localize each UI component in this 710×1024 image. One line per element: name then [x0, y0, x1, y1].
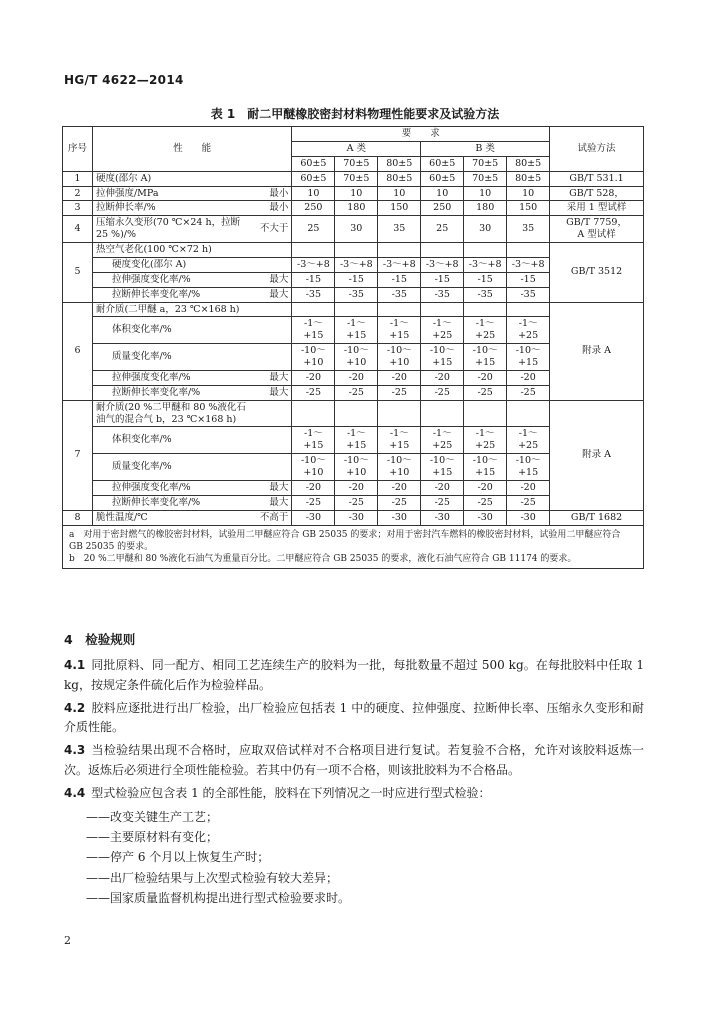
property-text: 硬度变化(邵尔 A) — [111, 258, 187, 270]
value-cell: 35 — [507, 216, 550, 243]
property-cell — [92, 454, 291, 481]
list-item: ——国家质量监督机构提出进行型式检验要求时。 — [86, 891, 351, 906]
empty-cell — [292, 243, 335, 258]
value-cell: -10～+15 — [421, 454, 464, 481]
property-line — [96, 372, 288, 384]
empty-cell — [421, 243, 464, 258]
value-cell: 180 — [335, 201, 378, 216]
row-number: 7 — [63, 400, 93, 510]
value-cell: -3～+8 — [421, 257, 464, 272]
row-number: 4 — [63, 216, 93, 243]
table-footnotes — [63, 525, 644, 568]
value-cell: -15 — [335, 272, 378, 287]
value-cell: 25 — [292, 216, 335, 243]
empty-cell — [464, 243, 507, 258]
property-text: 拉断伸长率/% — [95, 202, 156, 214]
property-label — [96, 188, 159, 200]
property-label — [112, 482, 191, 494]
value-cell: -30 — [464, 510, 507, 525]
clause-number: 4.2 — [64, 700, 86, 715]
value-cell: -10～+10 — [335, 344, 378, 371]
property-text: 质量变化率/% — [111, 351, 172, 363]
value-cell: 150 — [378, 201, 421, 216]
value-cell: -35 — [335, 287, 378, 302]
limit-text: 最小 — [269, 202, 289, 214]
grade-header: 80±5 — [507, 156, 550, 171]
value-cell: -10～+15 — [507, 454, 550, 481]
limit-text: 最大 — [269, 496, 289, 508]
value-cell: -1～+25 — [421, 427, 464, 454]
empty-cell — [507, 243, 550, 258]
method-cell — [550, 201, 644, 216]
grade-header: 70±5 — [464, 156, 507, 171]
value-cell: -25 — [335, 385, 378, 400]
property-label — [112, 259, 186, 271]
property-label — [112, 434, 172, 446]
table-row-group-head — [63, 302, 644, 317]
list-item: ——出厂检验结果与上次型式检验有较大差异； — [86, 870, 339, 885]
property-label — [112, 497, 200, 509]
table-title: 表 1 耐二甲醚橡胶密封材料物理性能要求及试验方法 — [210, 107, 500, 121]
value-cell: -15 — [421, 272, 464, 287]
property-text: 脆性温度/℃ — [95, 511, 148, 523]
property-cell — [92, 272, 291, 287]
value-cell: -1～+25 — [464, 317, 507, 344]
clause-number: 4.4 — [64, 785, 86, 800]
property-line — [96, 188, 288, 200]
spec-table-body — [63, 171, 644, 525]
property-cell — [92, 287, 291, 302]
empty-cell — [464, 302, 507, 317]
value-cell: 30 — [464, 216, 507, 243]
property-line — [96, 434, 288, 446]
property-line — [96, 351, 288, 363]
table-row — [63, 186, 644, 201]
value-cell: -20 — [378, 480, 421, 495]
value-cell: 60±5 — [421, 171, 464, 186]
value-cell: -15 — [292, 272, 335, 287]
value-cell: 10 — [464, 186, 507, 201]
value-cell: -35 — [507, 287, 550, 302]
value-cell: 80±5 — [507, 171, 550, 186]
value-cell: -1～+15 — [292, 317, 335, 344]
empty-cell — [335, 243, 378, 258]
footnote-a: a 对用于密封燃气的橡胶密封材料，试验用二甲醚应符合 GB 25035 的要求；对用于密封汽车燃料的橡胶密封材料，试验用二甲醚应符合 GB 25035 的要求。 — [69, 529, 621, 552]
property-text: 25 %)/% — [95, 229, 137, 241]
value-cell: 70±5 — [464, 171, 507, 186]
value-cell: -35 — [421, 287, 464, 302]
group-title-cell — [92, 243, 291, 258]
property-text: 体积变化率/% — [111, 434, 172, 446]
property-label — [112, 351, 172, 363]
method-cell: 附录 A — [550, 302, 644, 400]
value-cell: -25 — [421, 495, 464, 510]
property-line — [96, 461, 288, 473]
value-cell: -35 — [378, 287, 421, 302]
property-text: 拉伸强度变化率/% — [111, 273, 191, 285]
property-cell — [92, 510, 291, 525]
value-cell: -15 — [378, 272, 421, 287]
table-row-group-head — [63, 243, 644, 258]
empty-cell — [378, 302, 421, 317]
value-cell: -20 — [292, 480, 335, 495]
value-cell: -3～+8 — [464, 257, 507, 272]
value-cell: -1～+15 — [378, 317, 421, 344]
value-cell: -25 — [378, 385, 421, 400]
table-row-group-head — [63, 400, 644, 427]
header-requirement: 要 求 — [292, 127, 550, 142]
value-cell: 35 — [378, 216, 421, 243]
table-row — [63, 201, 644, 216]
property-label — [112, 324, 172, 336]
method-text: GB/T 531.1 — [569, 172, 624, 184]
value-cell: -30 — [378, 510, 421, 525]
clause-text: 型式检验应包含表 1 的全部性能，胶料在下列情况之一时应进行型式检验： — [91, 785, 491, 800]
clause-text: 胶料应逐批进行出厂检验，出厂检验应包括表 1 中的硬度、拉伸强度、拉断伸长率、压缩永久变形和耐介质性能。 — [64, 700, 644, 735]
property-label — [112, 372, 191, 384]
method-text: GB/T 7759， — [566, 217, 627, 229]
table-row — [63, 510, 644, 525]
limit-text: 不高于 — [259, 511, 289, 523]
value-cell: -10～+10 — [292, 454, 335, 481]
value-cell: 10 — [378, 186, 421, 201]
value-cell: -20 — [378, 370, 421, 385]
property-cell — [92, 257, 291, 272]
property-label — [112, 274, 191, 286]
method-text: 采用 1 型试样 — [566, 202, 627, 214]
property-line — [96, 274, 288, 286]
property-line — [96, 289, 288, 301]
method-cell — [550, 186, 644, 201]
footnote-b: b 20 %二甲醚和 80 %液化石油气为重量百分比。二甲醚应符合 GB 25035 的要求，液化石油气应符合 GB 11174 的要求。 — [69, 553, 577, 564]
property-text: 体积变化率/% — [111, 324, 172, 336]
property-label — [96, 512, 148, 524]
empty-cell — [378, 400, 421, 427]
empty-cell — [378, 243, 421, 258]
property-text: 硬度(邵尔 A) — [95, 172, 152, 184]
method-cell — [550, 171, 644, 186]
value-cell: -10～+10 — [292, 344, 335, 371]
clause-number: 4.1 — [64, 658, 86, 672]
row-number: 3 — [63, 201, 93, 216]
value-cell: 25 — [421, 216, 464, 243]
method-cell: GB/T 3512 — [550, 243, 644, 303]
header-no: 序号 — [63, 127, 93, 172]
value-cell: -15 — [464, 272, 507, 287]
limit-text: 最大 — [269, 386, 289, 398]
property-cell — [92, 370, 291, 385]
empty-cell — [292, 400, 335, 427]
header-class-a: A 类 — [292, 141, 421, 156]
value-cell: 60±5 — [292, 171, 335, 186]
row-number: 2 — [63, 186, 93, 201]
value-cell: 10 — [421, 186, 464, 201]
property-line — [96, 217, 288, 241]
value-cell: -25 — [378, 495, 421, 510]
property-cell — [92, 427, 291, 454]
property-cell — [92, 201, 291, 216]
property-text: 拉断伸长率变化率/% — [111, 288, 201, 300]
value-cell: -35 — [464, 287, 507, 302]
value-cell: 150 — [507, 201, 550, 216]
property-cell — [92, 216, 291, 243]
clause-4-1 — [64, 656, 644, 696]
list-item: ——停产 6 个月以上恢复生产时； — [86, 850, 270, 865]
value-cell: -10～+10 — [378, 344, 421, 371]
property-text: 拉伸强度变化率/% — [111, 371, 191, 383]
value-cell: -3～+8 — [335, 257, 378, 272]
value-cell: -10～+15 — [421, 344, 464, 371]
table-row — [63, 216, 644, 243]
property-cell — [92, 344, 291, 371]
page-number: 2 — [64, 934, 71, 947]
value-cell: -10～+10 — [378, 454, 421, 481]
grade-header: 60±5 — [292, 156, 335, 171]
limit-text: 最大 — [269, 273, 289, 285]
method-cell — [550, 216, 644, 243]
value-cell: -3～+8 — [507, 257, 550, 272]
header-class-b: B 类 — [421, 141, 550, 156]
clause-4-3 — [64, 741, 644, 781]
empty-cell — [292, 302, 335, 317]
value-cell: 10 — [507, 186, 550, 201]
value-cell: -1～+25 — [421, 317, 464, 344]
row-number: 1 — [63, 171, 93, 186]
property-cell — [92, 317, 291, 344]
property-cell — [92, 385, 291, 400]
value-cell: -10～+15 — [464, 454, 507, 481]
limit-text: 最大 — [269, 288, 289, 300]
method-cell: 附录 A — [550, 400, 644, 510]
value-cell: -25 — [292, 495, 335, 510]
value-cell: -30 — [292, 510, 335, 525]
property-cell — [92, 480, 291, 495]
value-cell: -20 — [464, 370, 507, 385]
value-cell: -25 — [335, 495, 378, 510]
property-line — [96, 482, 288, 494]
clause-4-4 — [64, 784, 644, 804]
value-cell: -10～+10 — [335, 454, 378, 481]
row-number: 5 — [63, 243, 93, 303]
property-line — [96, 259, 288, 271]
value-cell: -20 — [464, 480, 507, 495]
row-number: 6 — [63, 302, 93, 400]
property-label — [112, 289, 200, 301]
property-label — [96, 173, 151, 185]
method-cell: GB/T 1682 — [550, 510, 644, 525]
clause-text: 同批原料、同一配方、相同工艺连续生产的胶料为一批，每批数量不超过 500 kg。在每批胶料中任取 1 kg，按规定条件硫化后作为检验样品。 — [64, 658, 644, 692]
list-item: ——主要原材料有变化； — [86, 829, 219, 844]
empty-cell — [507, 302, 550, 317]
property-line — [96, 497, 288, 509]
value-cell: -30 — [421, 510, 464, 525]
value-cell: -10～+15 — [464, 344, 507, 371]
section-4 — [64, 630, 644, 909]
value-cell: 10 — [292, 186, 335, 201]
empty-cell — [507, 400, 550, 427]
method-text: A 型试样 — [577, 229, 616, 241]
empty-cell — [335, 400, 378, 427]
group-title-cell — [92, 302, 291, 317]
value-cell: -25 — [464, 385, 507, 400]
value-cell: -25 — [421, 385, 464, 400]
property-line — [96, 202, 288, 214]
group-title: 耐介质(二甲醚 a，23 ℃×168 h) — [95, 303, 240, 315]
clause-4-2 — [64, 699, 644, 739]
limit-text: 最大 — [269, 371, 289, 383]
value-cell: -10～+15 — [507, 344, 550, 371]
value-cell: -20 — [335, 370, 378, 385]
value-cell: -30 — [335, 510, 378, 525]
property-text: 拉断伸长率变化率/% — [111, 496, 201, 508]
section-heading: 4 检验规则 — [64, 632, 136, 647]
grade-header: 70±5 — [335, 156, 378, 171]
empty-cell — [421, 302, 464, 317]
value-cell: -1～+15 — [335, 317, 378, 344]
limit-text: 最大 — [269, 481, 289, 493]
property-text: 压缩永久变形(70 ℃×24 h，拉断 — [95, 217, 241, 229]
property-text: 质量变化率/% — [111, 461, 172, 473]
value-cell: -20 — [421, 370, 464, 385]
property-label — [112, 387, 200, 399]
value-cell: -35 — [292, 287, 335, 302]
value-cell: -3～+8 — [378, 257, 421, 272]
value-cell: 250 — [292, 201, 335, 216]
spec-table — [62, 126, 644, 569]
value-cell: 180 — [464, 201, 507, 216]
value-cell: -3～+8 — [292, 257, 335, 272]
value-cell: -25 — [292, 385, 335, 400]
limit-text: 最小 — [269, 187, 289, 199]
property-cell — [92, 186, 291, 201]
value-cell: 10 — [335, 186, 378, 201]
spec-table-container — [62, 126, 644, 569]
property-text: 拉伸强度变化率/% — [111, 481, 191, 493]
empty-cell — [464, 400, 507, 427]
value-cell: -25 — [464, 495, 507, 510]
value-cell: 30 — [335, 216, 378, 243]
property-label — [96, 217, 240, 241]
group-title: 热空气老化(100 ℃×72 h) — [95, 244, 212, 255]
header-property: 性 能 — [92, 127, 291, 172]
header-method: 试验方法 — [550, 127, 644, 172]
limit-text: 不大于 — [259, 223, 289, 235]
value-cell: -1～+25 — [507, 427, 550, 454]
property-cell — [92, 171, 291, 186]
value-cell: -20 — [507, 480, 550, 495]
property-label — [112, 461, 172, 473]
value-cell: 70±5 — [335, 171, 378, 186]
value-cell: -20 — [507, 370, 550, 385]
value-cell: -1～+15 — [378, 427, 421, 454]
value-cell: -25 — [507, 385, 550, 400]
group-title: 油气的混合气 b，23 ℃×168 h) — [95, 413, 237, 425]
value-cell: -30 — [507, 510, 550, 525]
group-title: 耐介质(20 %二甲醚和 80 %液化石 — [95, 401, 246, 413]
property-line — [96, 387, 288, 399]
list-item: ——改变关键生产工艺； — [86, 809, 219, 824]
property-text: 拉伸强度/MPa — [95, 187, 159, 199]
property-line — [96, 173, 288, 185]
value-cell: -1～+25 — [464, 427, 507, 454]
property-line — [96, 324, 288, 336]
value-cell: 80±5 — [378, 171, 421, 186]
table-row — [63, 171, 644, 186]
clause-number: 4.3 — [64, 743, 86, 758]
value-cell: -20 — [335, 480, 378, 495]
document-code: HG/T 4622—2014 — [64, 73, 184, 87]
grade-header: 80±5 — [378, 156, 421, 171]
property-text: 拉断伸长率变化率/% — [111, 386, 201, 398]
empty-cell — [421, 400, 464, 427]
property-line — [96, 512, 288, 524]
empty-cell — [335, 302, 378, 317]
value-cell: -25 — [507, 495, 550, 510]
row-number: 8 — [63, 510, 93, 525]
property-cell — [92, 495, 291, 510]
group-title-cell — [92, 400, 291, 427]
value-cell: 250 — [421, 201, 464, 216]
property-label — [96, 202, 156, 214]
value-cell: -20 — [292, 370, 335, 385]
grade-header: 60±5 — [421, 156, 464, 171]
value-cell: -1～+15 — [292, 427, 335, 454]
value-cell: -1～+15 — [335, 427, 378, 454]
value-cell: -20 — [421, 480, 464, 495]
value-cell: -15 — [507, 272, 550, 287]
clause-text: 当检验结果出现不合格时，应取双倍试样对不合格项目进行复试。若复验不合格，允许对该胶料返炼一次。返炼后必须进行全项性能检验。若其中仍有一项不合格，则该批胶料为不合格品。 — [64, 743, 644, 777]
value-cell: -1～+25 — [507, 317, 550, 344]
method-text: GB/T 528， — [569, 187, 624, 199]
